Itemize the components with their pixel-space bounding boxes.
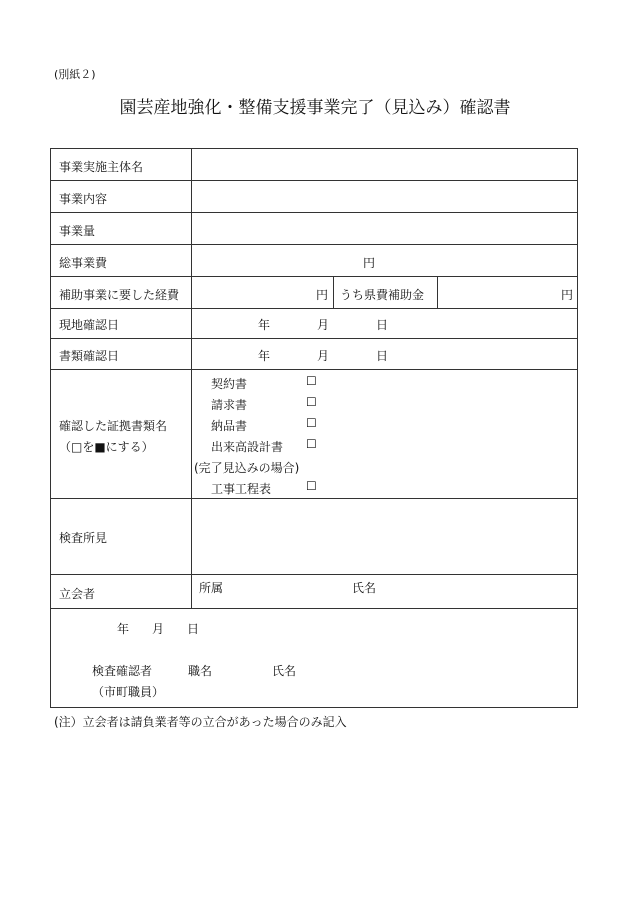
evidence-label: 確認した証拠書類名 xyxy=(59,419,168,433)
row-divider xyxy=(51,244,577,245)
inspector-label: 検査確認者 xyxy=(92,664,153,678)
attachment-label: (別紙２) xyxy=(54,68,96,81)
evidence-item-contract: 契約書 xyxy=(211,377,248,391)
witness-name-label: 氏名 xyxy=(352,581,377,595)
entity-label: 事業実施主体名 xyxy=(59,160,144,174)
delivery-checkbox[interactable]: ☐ xyxy=(306,416,317,430)
invoice-checkbox[interactable]: ☐ xyxy=(306,395,317,409)
row-divider xyxy=(51,180,577,181)
witness-affiliation-label: 所属 xyxy=(199,581,224,595)
content-label: 事業内容 xyxy=(59,192,108,206)
site-check-day: 日 xyxy=(376,318,389,332)
confirm-day: 日 xyxy=(187,622,200,636)
row-divider xyxy=(51,574,577,575)
site-check-month: 月 xyxy=(317,318,330,332)
pref-subsidy-unit: 円 xyxy=(561,288,574,302)
confirm-month: 月 xyxy=(152,622,165,636)
inspector-org-label: （市町職員） xyxy=(92,685,165,699)
inspector-name-label: 氏名 xyxy=(272,664,297,678)
evidence-item-progress-design: 出来高設計書 xyxy=(211,440,284,454)
progress-design-checkbox[interactable]: ☐ xyxy=(306,437,317,451)
site-check-label: 現地確認日 xyxy=(59,318,120,332)
schedule-checkbox[interactable]: ☐ xyxy=(306,479,317,493)
subsidy-cost-label: 補助事業に要した経費 xyxy=(59,288,180,302)
subsidy-cost-unit: 円 xyxy=(316,288,329,302)
inspector-position-label: 職名 xyxy=(188,664,213,678)
total-cost-unit: 円 xyxy=(363,256,376,270)
evidence-item-invoice: 請求書 xyxy=(211,398,248,412)
doc-check-year: 年 xyxy=(258,349,271,363)
witness-label: 立会者 xyxy=(59,587,96,601)
expected-completion-note: (完了見込みの場合) xyxy=(194,461,300,475)
doc-check-month: 月 xyxy=(317,349,330,363)
site-check-year: 年 xyxy=(258,318,271,332)
row-divider xyxy=(51,369,577,370)
row-divider xyxy=(51,212,577,213)
row-divider xyxy=(51,338,577,339)
inspection-label: 検査所見 xyxy=(59,531,108,545)
row-divider xyxy=(51,608,577,609)
contract-checkbox[interactable]: ☐ xyxy=(306,374,317,388)
evidence-item-delivery: 納品書 xyxy=(211,419,248,433)
total-cost-label: 総事業費 xyxy=(59,256,108,270)
column-divider xyxy=(437,276,438,308)
confirm-year: 年 xyxy=(117,622,130,636)
column-divider xyxy=(333,276,334,308)
confirmation-form xyxy=(50,148,578,708)
doc-check-day: 日 xyxy=(376,349,389,363)
row-divider xyxy=(51,276,577,277)
pref-subsidy-label: うち県費補助金 xyxy=(340,288,425,302)
column-divider xyxy=(191,149,192,608)
footnote: (注）立会者は請負業者等の立合があった場合のみ記入 xyxy=(54,715,347,729)
doc-check-label: 書類確認日 xyxy=(59,349,120,363)
row-divider xyxy=(51,308,577,309)
evidence-item-schedule: 工事工程表 xyxy=(211,482,272,496)
volume-label: 事業量 xyxy=(59,224,96,238)
page-title: 園芸産地強化・整備支援事業完了（見込み）確認書 xyxy=(119,98,511,118)
row-divider xyxy=(51,498,577,499)
evidence-sublabel: （□を■にする） xyxy=(59,440,154,454)
